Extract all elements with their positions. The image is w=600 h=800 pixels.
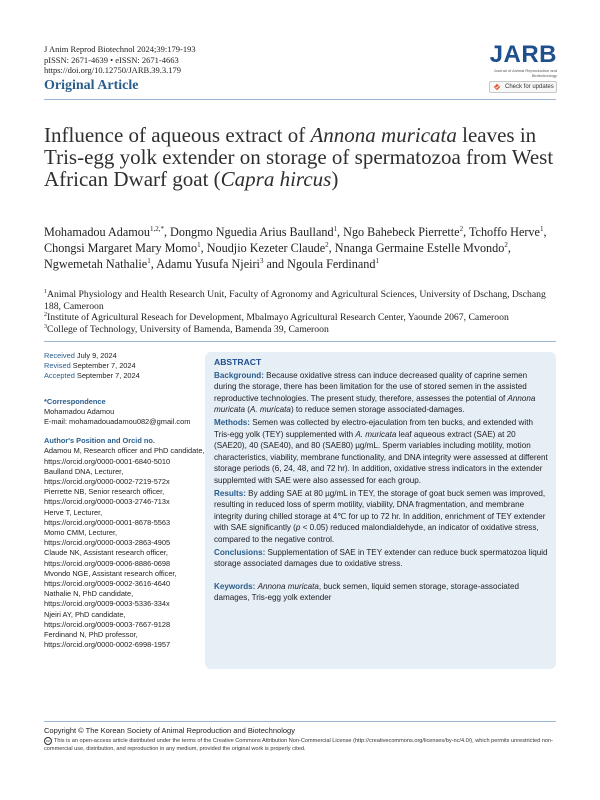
article-type: Original Article [44, 78, 139, 93]
author-list [44, 224, 559, 272]
affiliation-number: 2 [44, 312, 47, 318]
title-part: ) [331, 167, 339, 191]
correspondence-name: Mohamadou Adamou [44, 406, 115, 416]
orcid-link[interactable]: https://orcid.org/0000-0002-7219-572x [44, 477, 170, 487]
correspondence-email[interactable]: E-mail: mohamadouadamou082@gmail.com [44, 417, 191, 427]
author-name [170, 225, 343, 239]
author-separator: and [263, 257, 288, 271]
journal-citation: J Anim Reprod Biotechnol 2024;39:179-193 [44, 44, 196, 54]
title-part: Influence of aqueous extract of [44, 123, 311, 147]
orcid-link[interactable]: https://orcid.org/0009-0003-7667-9128 [44, 619, 171, 629]
author-affiliation-marker: 1 [147, 257, 151, 265]
author-affiliation-marker: 1 [333, 225, 338, 233]
affiliation-text: Animal Physiology and Health Research Unit, Faculty of Agronomy and Agricultural Sciences, University of Dschang, Dschang 188, Cameroon [44, 289, 546, 312]
divider [44, 721, 556, 722]
author-affiliation-marker: 3 [259, 257, 264, 265]
received-date: Received July 9, 2024 [44, 351, 117, 360]
affiliation-number: 3 [44, 323, 47, 330]
author-position: Adamou M, Research officer and PhD candidate, [44, 446, 205, 456]
abstract-conclusions: Conclusions: Supplementation of SAE in TEY extender can reduce buck spermatozoa liquid storage associated damages due to oxidative stress. [214, 547, 548, 569]
author-name [156, 257, 287, 271]
abstract-background: Background: Because oxidative stress can induce decreased quality of caprine semen during the storage, there has been limitation for the use of stored semen in the assisted reproductive technologies. The present study, therefore, assesses the potential of Annona muricata (A. muricata) to reduce semen storage associated-damages. [214, 370, 536, 415]
orcid-link[interactable]: https://orcid.org/0009-0006-8886-0698 [44, 558, 171, 568]
abstract-methods: Methods: Semen was collected by electro-ejaculation from ten bucks, and extended with Tris-egg yolk (TEY) supplemented with A. muricata leaf aqueous extract (SAE) at 20 (SAE20), 40 (SAE40), and 80 (SAE80) µg/mL. Sperm variables including motility, motion characteristics, viability, membrane functionality, and DNA integrity were assessed at different storage periods (6, 24, 48, and 72 hr). In addition, oxidative stress indicators in the extender supplemted with SAE were also assessed for each group. [214, 417, 548, 485]
author-name [469, 225, 547, 239]
revised-date: Revised September 7, 2024 [44, 361, 136, 371]
orcid-link[interactable]: https://orcid.org/0000-0003-2863-4905 [44, 538, 171, 548]
creative-commons-icon: cc [46, 738, 50, 743]
orcid-link[interactable]: https://orcid.org/0000-0002-6998-1957 [44, 640, 171, 650]
author-separator: , [463, 225, 469, 239]
orcid-link[interactable]: https://orcid.org/0000-0001-6840-5010 [44, 456, 171, 466]
author-name [343, 225, 469, 239]
author-separator: , [507, 241, 511, 255]
spacer [214, 571, 548, 581]
license-text: This is an open-access article distributed under the terms of the Creative Commons Attribution Non-Commercial License (http://creativecommons.org/licenses/by-nc/4.0/), which permits unrestricted non-commercial use, distribution, and reproduction in any medium, provided the original work is properly cited. [44, 738, 553, 752]
affiliation-item [44, 312, 559, 324]
author-name [207, 241, 335, 255]
author-name-text: Mohamadou Adamou [44, 225, 150, 239]
author-position: Mvondo NGE, Assistant research officer, [44, 568, 177, 578]
author-position: Pierrette NB, Senior research officer, [44, 487, 165, 497]
author-affiliation-marker: 2 [459, 225, 464, 233]
author-name-text: Nnanga Germaine Estelle Mvondo [334, 241, 505, 255]
abstract-box [205, 352, 556, 669]
author-separator: , [337, 225, 344, 239]
author-affiliation-marker: 2 [504, 241, 508, 249]
accepted-date: Accepted September 7, 2024 [44, 371, 140, 381]
author-name-text: Ngo Bahebeck Pierrette [343, 225, 460, 239]
author-name [44, 257, 156, 271]
license-notice [44, 737, 559, 753]
author-affiliation-marker: 1 [197, 241, 201, 249]
affiliation-item [44, 324, 559, 336]
author-position: Herve T, Lecturer, [44, 507, 103, 517]
author-position: Nathalie N, PhD candidate, [44, 589, 134, 599]
journal-doi-link[interactable]: https://doi.org/10.12750/JARB.39.3.179 [44, 65, 182, 75]
author-position: Baulland DNA, Lecturer, [44, 466, 124, 476]
copyright-notice: Copyright © The Korean Society of Animal Reproduction and Biotechnology [44, 726, 295, 735]
author-name [287, 257, 379, 271]
author-name-text: Chongsi Margaret Mary Momo [44, 241, 198, 255]
check-updates-icon [493, 83, 501, 91]
author-position: Njeiri AY, PhD candidate, [44, 609, 126, 619]
journal-logo-text: JARB [489, 41, 557, 68]
author-affiliation-marker: 2 [325, 241, 329, 249]
orcid-link[interactable]: https://orcid.org/0009-0003-5336-334x [44, 599, 170, 609]
article-sidebar [44, 351, 205, 650]
author-separator: , [150, 257, 157, 271]
positions-list [44, 446, 205, 650]
author-name-text: Noudjio Kezeter Claude [206, 241, 326, 255]
abstract-results: Results: By adding SAE at 80 µg/mL in TEY, the storage of goat buck semen was improved, resulting in reduced loss of sperm motility, viability, DNA fragmentation, and membrane integrity during chilled storage at 4℃ for up to 72 hr. In addition, enrichment of TEY extender with SAE significantly (p < 0.05) reduced malondialdehyde, an indicator of oxidative stress, compared to the negative control. [214, 488, 546, 544]
check-for-updates-label: Check for updates [505, 84, 554, 90]
author-position: Momo CMM, Lecturer, [44, 528, 118, 538]
affiliation-list [44, 289, 559, 335]
orcid-link[interactable]: https://orcid.org/0000-0001-8678-5563 [44, 517, 171, 527]
journal-issn: pISSN: 2671-4639 • eISSN: 2671-4663 [44, 54, 179, 65]
correspondence-heading: *Correspondence [44, 396, 106, 406]
title-italic-species: Annona muricata [310, 123, 457, 147]
author-affiliation-marker: 1 [375, 257, 379, 265]
positions-heading: Author's Position and Orcid no. [44, 436, 155, 446]
author-position: Ferdinand N, PhD professor, [44, 630, 138, 640]
author-name-text: Ngoula Ferdinand [287, 257, 376, 271]
author-separator: , [328, 241, 335, 255]
check-for-updates-button[interactable] [489, 81, 557, 93]
author-affiliation-marker: 1,2,* [149, 225, 164, 233]
affiliation-text: College of Technology, University of Bamenda, Bamenda 39, Cameroon [47, 323, 329, 335]
journal-logo [487, 43, 557, 78]
journal-meta [44, 44, 196, 76]
title-italic-species: Capra hircus [220, 167, 332, 191]
affiliation-text: Institute of Agricultural Reseach for Development, Mbalmayo Agricultural Research Center, Yaounde 2067, Cameroon [47, 312, 509, 323]
author-name-text: Adamu Yusufa Njeiri [156, 257, 260, 271]
author-separator: , [543, 225, 547, 239]
author-position: Claude NK, Assistant research officer, [44, 548, 168, 558]
divider [44, 341, 556, 342]
author-name [335, 241, 511, 255]
author-name-text: Ngwemetah Nathalie [44, 257, 148, 271]
orcid-link[interactable]: https://orcid.org/0009-0002-3616-4640 [44, 579, 171, 589]
author-name-text: Dongmo Nguedia Arius Baulland [170, 225, 334, 239]
abstract-keywords: Keywords: Annona muricata, buck semen, liquid semen storage, storage-associated damages, Tris-egg yolk extender [214, 581, 520, 603]
abstract-heading: ABSTRACT [214, 357, 262, 367]
affiliation-item [44, 289, 559, 312]
author-name-text: Tchoffo Herve [468, 225, 540, 239]
divider [44, 99, 556, 100]
author-separator: , [163, 225, 171, 239]
author-name [44, 225, 170, 239]
author-affiliation-marker: 1 [539, 225, 544, 233]
title-part: leaves in Tris-egg yolk extender on storage of spermatozoa from West African Dwarf goat ( [44, 123, 554, 191]
article-title [44, 124, 559, 190]
journal-logo-subtitle: Journal of Animal Reproduction and Biotechnology [493, 68, 557, 78]
author-separator: , [200, 241, 207, 255]
author-name [44, 241, 207, 255]
orcid-link[interactable]: https://orcid.org/0000-0003-2746-713x [44, 497, 170, 507]
affiliation-number: 1 [44, 289, 47, 295]
